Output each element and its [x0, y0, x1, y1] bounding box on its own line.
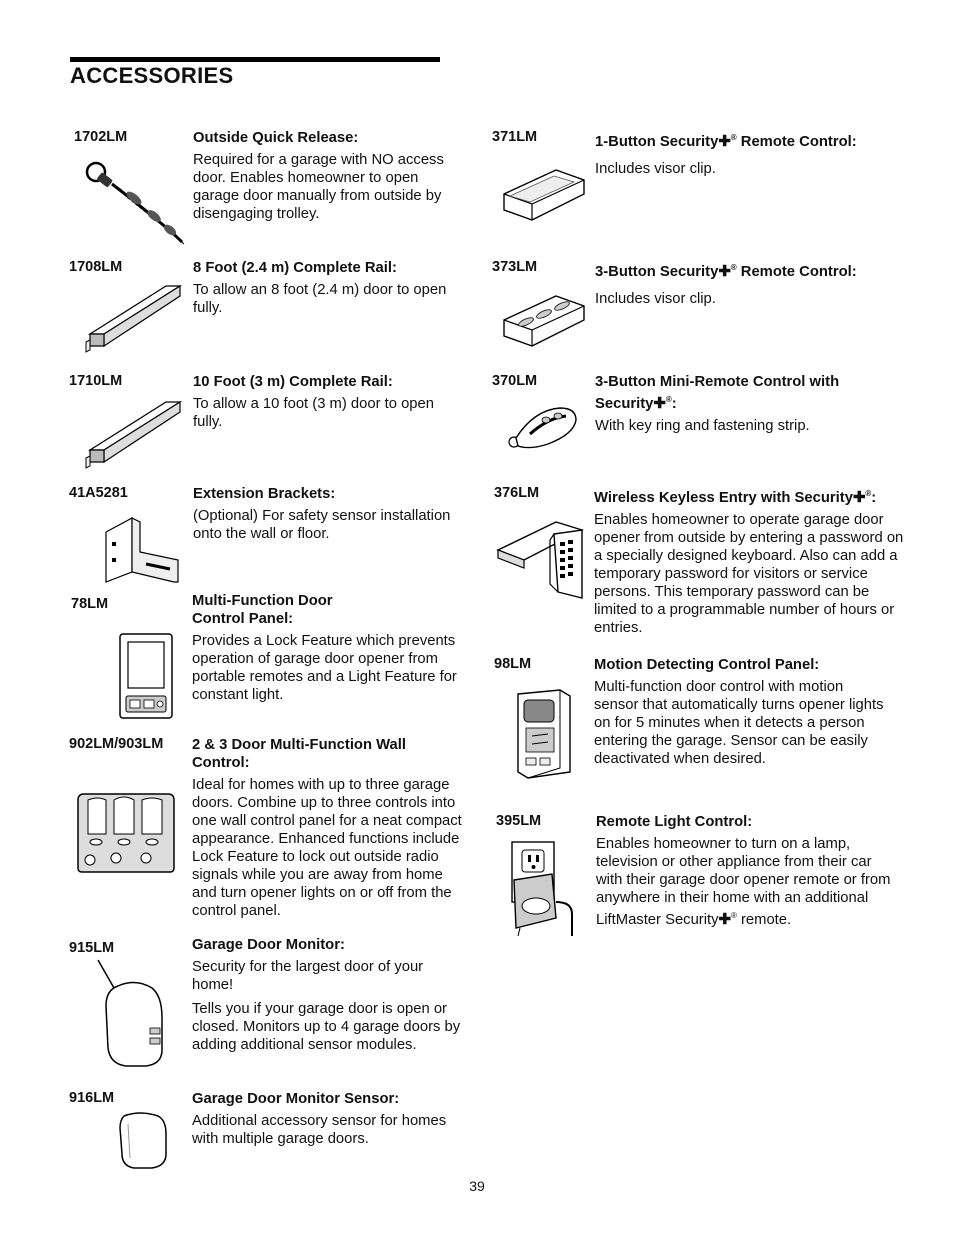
item-desc: (Optional) For safety sensor installation onto the wall or floor. — [193, 508, 451, 542]
item-title: 2 & 3 Door Multi-Function Wall Control: — [192, 737, 406, 771]
item-title: Garage Door Monitor Sensor: — [192, 1091, 400, 1107]
item-title: 1-Button Security✚® Remote Control: — [595, 133, 857, 150]
accessory-entry — [193, 485, 463, 543]
item-code: 373LM — [492, 259, 538, 275]
page-number: 39 — [469, 1178, 485, 1194]
item-code: 1710LM — [69, 373, 123, 389]
garage-door-monitor-illustration — [96, 958, 168, 1070]
motion-control-panel-illustration — [512, 688, 576, 780]
item-title: Outside Quick Release: — [193, 130, 359, 146]
rail-8ft-illustration — [84, 282, 184, 354]
keyless-entry-keypad-illustration — [496, 516, 588, 600]
item-code: 376LM — [494, 485, 540, 501]
security-plus-cross: ✚ — [718, 911, 731, 928]
item-code: 98LM — [494, 656, 532, 672]
item-title: Garage Door Monitor: — [192, 937, 345, 953]
item-title: 8 Foot (2.4 m) Complete Rail: — [193, 260, 397, 276]
item-code: 915LM — [69, 940, 115, 956]
item-code: 78LM — [71, 596, 109, 612]
item-desc: Security for the largest door of your home! — [192, 959, 424, 993]
item-title: Extension Brackets: — [193, 486, 336, 502]
mini-remote-illustration — [504, 404, 578, 452]
item-code: 1708LM — [69, 259, 123, 275]
item-desc: Additional accessory sensor for homes with multiple garage doors. — [192, 1113, 447, 1147]
item-title: Remote Light Control: — [596, 814, 753, 830]
accessory-entry — [193, 373, 463, 431]
item-title: 10 Foot (3 m) Complete Rail: — [193, 374, 393, 390]
item-code: 395LM — [496, 813, 542, 829]
item-desc: Required for a garage with NO access door. Enables homeowner to open garage door manually from outside by disengaging trolley. — [193, 152, 444, 222]
item-title: 3-Button Mini-Remote Control with Security✚®: — [595, 374, 840, 412]
header-rule — [70, 57, 440, 62]
accessory-entry — [192, 1090, 462, 1148]
item-code: 370LM — [492, 373, 538, 389]
accessory-entry — [595, 373, 895, 435]
accessory-entry — [595, 259, 895, 308]
item-desc: Enables homeowner to turn on a lamp, television or other appliance from their car with their garage door opener remote or from anywhere in their home with an additional LiftMaster Security✚® remote. — [596, 836, 891, 928]
security-plus-cross: ✚ — [653, 395, 666, 412]
item-title: Motion Detecting Control Panel: — [594, 657, 820, 673]
door-control-panel-illustration — [118, 632, 174, 720]
security-plus-cross: ✚ — [852, 489, 866, 506]
accessory-entry — [192, 736, 470, 920]
accessory-entry — [594, 485, 904, 637]
one-button-remote-illustration — [498, 164, 590, 226]
item-code: 902LM/903LM — [69, 736, 164, 752]
item-code: 1702LM — [74, 129, 128, 145]
security-plus-cross: ✚ — [718, 263, 731, 280]
item-title: Wireless Keyless Entry with Security✚®: — [594, 489, 877, 506]
remote-light-control-illustration — [506, 838, 580, 938]
monitor-sensor-illustration — [116, 1110, 172, 1172]
accessory-entry — [193, 259, 463, 317]
item-desc: Provides a Lock Feature which prevents operation of garage door opener from portable remotes and a Light Feature for constant light. — [192, 633, 457, 703]
accessory-entry — [596, 813, 896, 929]
security-plus-cross: ✚ — [718, 133, 731, 150]
accessory-entry — [192, 592, 462, 704]
page-title: ACCESSORIES — [70, 63, 234, 88]
item-desc: To allow a 10 foot (3 m) door to open fully. — [193, 396, 434, 430]
item-desc: With key ring and fastening strip. — [595, 417, 810, 434]
item-desc: Includes visor clip. — [595, 160, 716, 177]
multi-door-wall-control-illustration — [74, 790, 178, 874]
item-desc: To allow an 8 foot (2.4 m) door to open fully. — [193, 282, 447, 316]
item-desc: Tells you if your garage door is open or closed. Monitors up to 4 garage doors by adding additional sensor modules. — [192, 1001, 461, 1053]
item-desc: Multi-function door control with motion sensor that automatically turns opener lights on for 5 minutes when it detects a person entering the garage. Sensor can be easily deactivated when desired. — [594, 679, 884, 767]
item-desc: Includes visor clip. — [595, 290, 716, 307]
accessory-entry — [595, 129, 895, 178]
quick-release-illustration — [82, 158, 187, 246]
extension-bracket-illustration — [102, 512, 186, 584]
item-title: 3-Button Security✚® Remote Control: — [595, 263, 857, 280]
accessory-entry — [192, 936, 462, 1054]
three-button-remote-illustration — [498, 290, 590, 352]
accessory-entry — [594, 656, 884, 768]
item-desc: Ideal for homes with up to three garage doors. Combine up to three controls into one wall control panel for a neat compact appearance. Enhanced functions include Lock Feature to lock out outside radio signals while you are away from home and turn opener lights on or off from the control panel. — [192, 777, 462, 919]
item-code: 371LM — [492, 129, 538, 145]
item-desc: Enables homeowner to operate garage door opener from outside by entering a password on a specially designed keyboard. Also can add a temporary password for visitors or service persons. This temporary password can be limited to a programmable number of hours or entries. — [594, 511, 904, 636]
rail-10ft-illustration — [84, 398, 184, 470]
item-title: Multi-Function Door Control Panel: — [192, 593, 333, 627]
accessory-entry — [193, 129, 463, 223]
item-code: 41A5281 — [69, 485, 128, 501]
item-code: 916LM — [69, 1090, 115, 1106]
